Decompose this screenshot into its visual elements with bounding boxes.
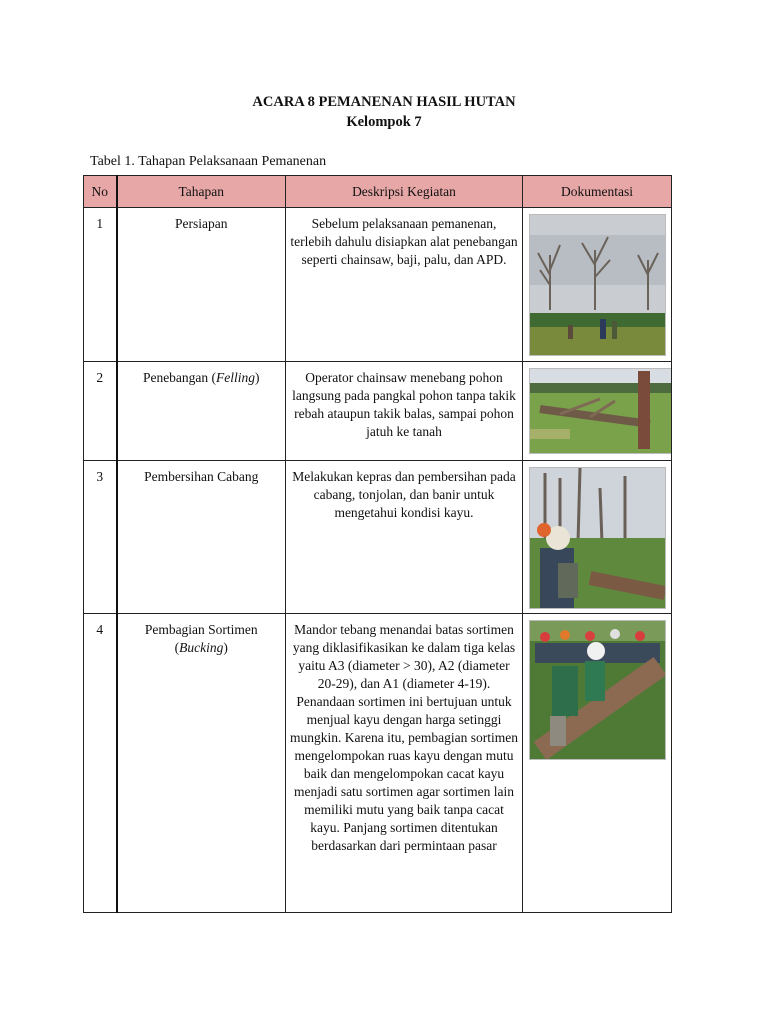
row-deskripsi: Melakukan kepras dan pembersihan pada cabang, tonjolan, dan banir untuk mengetahui kondisi kayu.: [286, 461, 523, 614]
tahapan-line: Pembagian Sortimen: [144, 622, 258, 637]
document-subtitle: Kelompok 7: [346, 114, 422, 130]
tahapan-italic: Bucking: [179, 640, 224, 655]
row-tahapan: Pembersihan Cabang: [117, 461, 286, 614]
row-dokumentasi: [523, 614, 672, 913]
tahapan-line: [122, 639, 282, 657]
header-dokumentasi: Dokumentasi: [523, 176, 672, 208]
header-deskripsi: Deskripsi Kegiatan: [286, 176, 523, 208]
row-tahapan: [117, 614, 286, 913]
document-title: ACARA 8 PEMANENAN HASIL HUTAN: [252, 94, 516, 110]
row-deskripsi: Sebelum pelaksanaan pemanenan, terlebih dahulu disiapkan alat penebangan seperti chainsaw, baji, palu, dan APD.: [286, 208, 523, 362]
table-row: [84, 208, 672, 362]
table-row: [84, 461, 672, 614]
table-caption: Tabel 1. Tahapan Pelaksanaan Pemanenan: [90, 154, 327, 169]
row-dokumentasi: [523, 362, 672, 461]
header-tahapan: Tahapan: [117, 176, 286, 208]
harvest-stages-table: [83, 175, 672, 913]
tahapan-text: (: [174, 640, 180, 655]
table-header-row: [84, 176, 672, 208]
row-number: 4: [84, 614, 117, 913]
row-dokumentasi: [523, 461, 672, 614]
row-dokumentasi: [523, 208, 672, 362]
row-deskripsi: Operator chainsaw menebang pohon langsung pada pangkal pohon tanpa takik rebah ataupun takik balas, sampai pohon jatuh ke tanah: [286, 362, 523, 461]
row-tahapan: [117, 362, 286, 461]
photo-bucking: [529, 620, 666, 760]
header-no: No: [84, 176, 117, 208]
tahapan-text: ): [223, 640, 228, 655]
photo-persiapan: [529, 214, 666, 356]
photo-penebangan: [529, 368, 672, 454]
photo-pembersihan: [529, 467, 666, 609]
table-row: [84, 362, 672, 461]
row-number: 3: [84, 461, 117, 614]
tahapan-text: ): [255, 370, 260, 385]
row-number: 2: [84, 362, 117, 461]
table-row: [84, 614, 672, 913]
tahapan-text: Penebangan (: [142, 370, 217, 385]
row-deskripsi: Mandor tebang menandai batas sortimen yang diklasifikasikan ke dalam tiga kelas yaitu A3 (diameter > 30), A2 (diameter 20-29), dan A1 (diameter 4-19). Penandaan sortimen ini bertujuan untuk menjual kayu dengan harga setinggi mungkin. Karena itu, pembagian sortimen mengelompokan ruas kayu dengan mutu baik dan mengelompokan cacat kayu menjadi satu sortimen agar sortimen lain memiliki mutu yang baik tanpa cacat kayu. Panjang sortimen ditentukan berdasarkan dari permintaan pasar: [286, 614, 523, 913]
row-number: 1: [84, 208, 117, 362]
tahapan-italic: Felling: [216, 370, 256, 385]
row-tahapan: Persiapan: [117, 208, 286, 362]
